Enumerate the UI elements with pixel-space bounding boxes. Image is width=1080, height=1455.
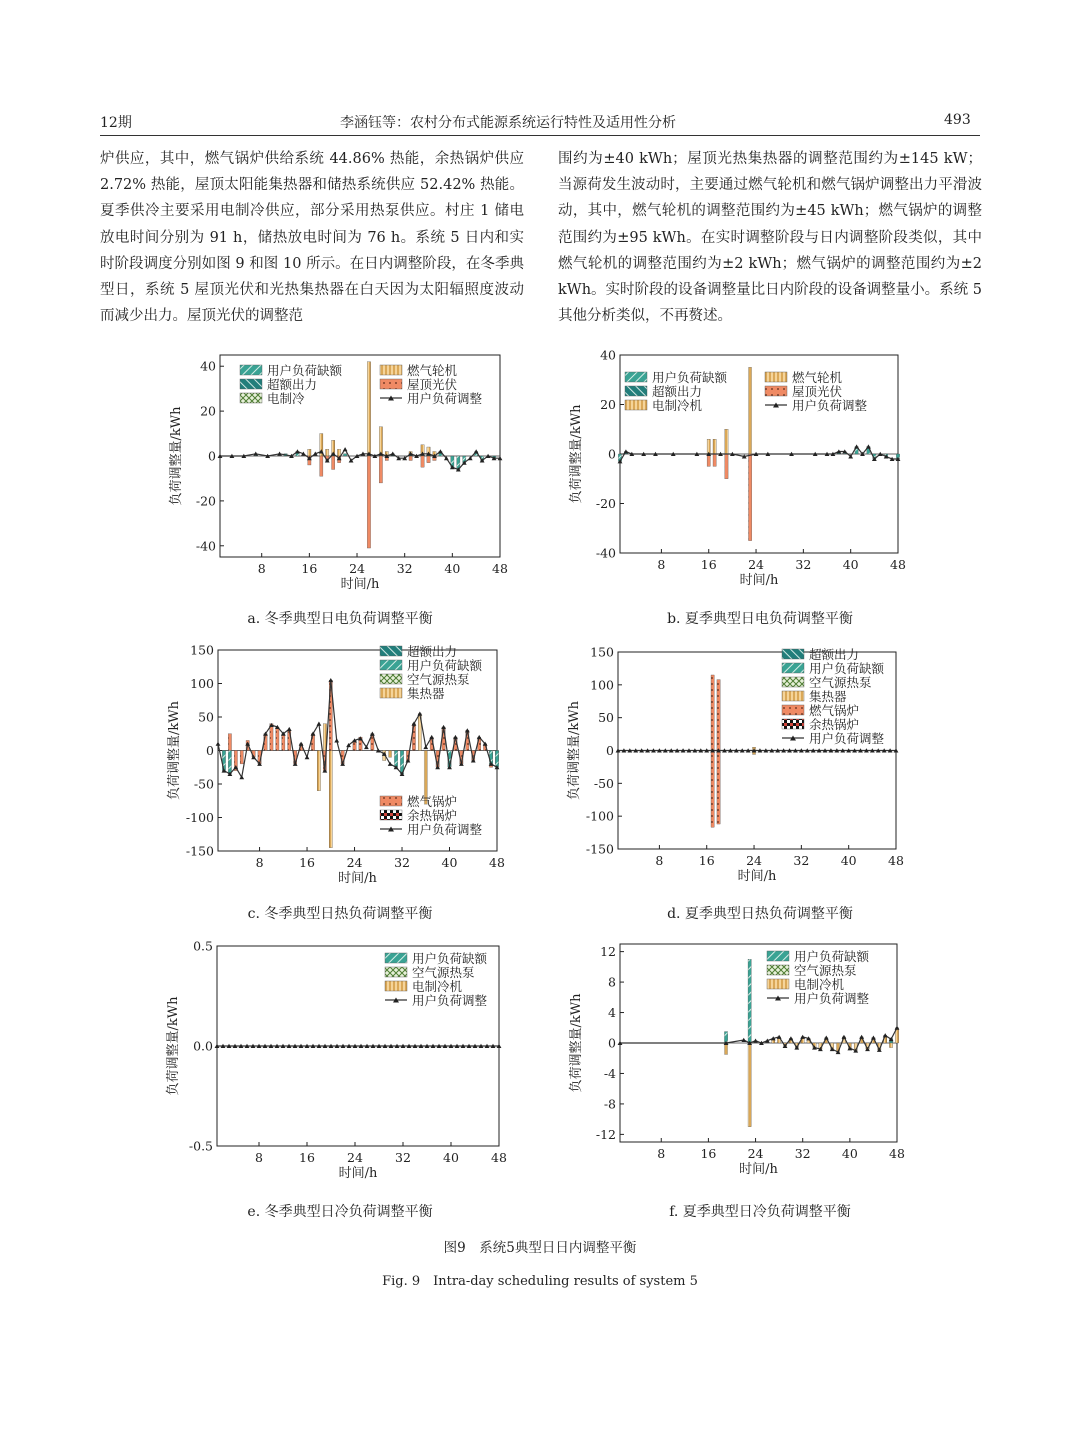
legend-swatch [380, 646, 402, 656]
legend-label: 超额出力 [267, 377, 318, 392]
legend-swatch [765, 372, 787, 382]
bar-用户负荷缺额 [343, 454, 346, 456]
line-point [287, 727, 292, 731]
bar-屋顶光伏 [421, 456, 424, 467]
legend-swatch [380, 674, 402, 684]
legend-label: 用户负荷调整 [407, 822, 483, 837]
legend-label: 用户负荷调整 [809, 731, 885, 746]
legend-label: 超额出力 [652, 384, 703, 399]
x-axis-label: 时间/h [737, 869, 777, 884]
legend-item [765, 384, 843, 399]
legend-item [380, 377, 458, 392]
bar-屋顶光伏 [320, 456, 323, 476]
line-point [423, 745, 428, 749]
header-issue: 12期 [100, 115, 132, 131]
legend-swatch [625, 372, 647, 382]
caption-c: c. 冬季典型日热负荷调整平衡 [247, 906, 433, 922]
legend-item [385, 965, 475, 980]
x-axis-label: 时间/h [739, 573, 779, 588]
legend-swatch [782, 705, 804, 715]
x-tick-label: 40 [443, 1150, 459, 1165]
legend-swatch [380, 688, 402, 698]
x-axis-label: 时间/h [739, 1162, 778, 1177]
x-tick-label: 16 [700, 1146, 717, 1161]
y-tick-label: 0 [608, 446, 616, 462]
legend-label: 集热器 [407, 686, 445, 701]
x-tick-label: 24 [347, 1150, 363, 1165]
y-tick-label: 150 [590, 644, 614, 660]
legend-label: 燃气轮机 [792, 370, 843, 385]
legend-swatch [240, 393, 262, 403]
legend-item [782, 647, 859, 662]
y-tick-label: -50 [193, 776, 214, 792]
bar-燃气锅炉 [717, 751, 720, 825]
legend-swatch [385, 981, 407, 991]
legend-item [782, 689, 847, 704]
x-tick-label: 24 [746, 853, 762, 868]
line-point [216, 742, 221, 746]
x-axis-label: 时间/h [338, 1166, 378, 1181]
legend-label: 燃气轮机 [407, 363, 458, 378]
x-tick-label: 16 [299, 1150, 315, 1165]
bar-燃气轮机 [707, 439, 710, 454]
bar-燃气轮机 [308, 449, 311, 456]
y-tick-label: -20 [595, 496, 616, 511]
x-tick-label: 8 [657, 557, 666, 572]
legend-label: 余热锅炉 [407, 808, 458, 823]
y-tick-label: -100 [585, 808, 614, 824]
line-point [305, 755, 310, 759]
y-tick-label: 0 [608, 1035, 616, 1051]
y-tick-label: 12 [600, 944, 616, 960]
bar-燃气轮机 [713, 439, 716, 454]
x-tick-label: 8 [657, 1146, 666, 1161]
caption-e: e. 冬季典型日冷负荷调整平衡 [247, 1204, 433, 1220]
y-tick-label: 100 [190, 676, 214, 691]
header-title: 李涵钰等：农村分布式能源系统运行特性及适用性分析 [340, 115, 676, 131]
legend-item [380, 794, 457, 809]
y-tick-label: 40 [200, 358, 216, 374]
legend-item [767, 991, 870, 1006]
y-tick-label: 8 [608, 974, 616, 990]
legend-label: 用户负荷调整 [407, 391, 483, 406]
y-tick-label: -4 [603, 1065, 616, 1081]
y-tick-label: 150 [190, 642, 214, 658]
legend-swatch [625, 400, 647, 410]
legend-label: 集热器 [809, 689, 847, 704]
y-axis-label: 负荷调整量/kWh [569, 993, 584, 1093]
legend-item [385, 979, 463, 994]
x-tick-label: 32 [395, 1150, 411, 1165]
legend-item [380, 822, 483, 837]
y-tick-label: 4 [608, 1005, 616, 1021]
bar-集热器 [389, 751, 392, 758]
legend-label: 用户负荷调整 [412, 993, 488, 1008]
x-axis-label: 时间/h [338, 871, 377, 886]
y-tick-label: -40 [595, 545, 616, 561]
chart-b [565, 347, 930, 595]
legend-label: 用户负荷缺额 [407, 658, 483, 673]
paragraph-left: 炉供应，其中，燃气锅炉供给系统 44.86% 热能，余热锅炉供应 2.72% 热能，屋顶太阳能集热器和储热系统供应 52.42% 热能。夏季供冷主要采用电制冷供应，部分采用热泵供应。村庄 1 储电放电时间分别为 91 h，储热放电时间为 76 h。系统 5 日内和实时阶段调度分别如图 9 和图 10 所示。在日内调整阶段，在冬季典型日，系统 5 屋顶光伏和光热集热器在白天因为太阳辐照度波动而减少出力。屋顶光伏的调整范 [100, 151, 524, 325]
legend-item [385, 993, 488, 1008]
line-point [388, 762, 393, 766]
x-tick-label: 32 [794, 1146, 811, 1161]
y-tick-label: 0 [206, 743, 214, 758]
legend-label: 燃气锅炉 [407, 794, 458, 809]
legend-swatch [240, 365, 262, 375]
legend-swatch [380, 365, 402, 375]
legend-item [240, 391, 305, 406]
bar-电制冷机 [748, 1043, 751, 1127]
bar-燃气轮机 [338, 449, 341, 456]
line-point [753, 1039, 758, 1043]
legend-label: 电制冷机 [652, 398, 703, 413]
figure-caption-cn: 图9 系统5典型日日内调整平衡 [443, 1240, 637, 1256]
legend-item [240, 377, 317, 392]
y-tick-label: 50 [198, 709, 214, 725]
legend-swatch [782, 649, 804, 659]
legend-item [782, 717, 859, 732]
y-axis-label: 负荷调整量/kWh [166, 996, 181, 1096]
y-tick-label: 0 [208, 448, 216, 464]
legend-item [380, 363, 458, 378]
bar-屋顶光伏 [725, 454, 728, 479]
legend-swatch [782, 691, 804, 701]
legend-item [380, 658, 483, 673]
chart-c [165, 642, 530, 890]
bar-屋顶光伏 [427, 456, 430, 463]
bar-燃气轮机 [367, 362, 370, 456]
legend-swatch [380, 796, 402, 806]
y-tick-label: 40 [600, 347, 616, 363]
legend-label: 空气源热泵 [407, 672, 470, 687]
legend-item [380, 644, 457, 659]
legend-swatch [380, 379, 402, 389]
x-tick-label: 32 [394, 855, 410, 870]
y-tick-label: -8 [603, 1096, 616, 1112]
x-tick-label: 24 [748, 557, 764, 572]
legend-label: 电制冷机 [794, 977, 845, 992]
bar-电制冷机 [889, 1043, 892, 1048]
x-tick-label: 16 [301, 561, 318, 576]
legend-label: 屋顶光伏 [792, 384, 843, 399]
line-point [334, 738, 339, 742]
y-tick-label: -100 [185, 810, 214, 825]
x-tick-label: 48 [489, 855, 505, 870]
legend-swatch [625, 386, 647, 396]
x-tick-label: 40 [842, 557, 859, 572]
chart-a [165, 350, 530, 595]
legend-item [625, 370, 728, 385]
x-tick-label: 16 [299, 855, 315, 870]
x-tick-label: 32 [396, 561, 413, 576]
x-tick-label: 24 [747, 1146, 764, 1161]
legend-swatch [380, 810, 402, 820]
bar-屋顶光伏 [713, 454, 716, 466]
legend-label: 用户负荷调整 [792, 398, 868, 413]
bar-燃气锅炉 [711, 675, 714, 751]
legend-item [380, 808, 457, 823]
bar-屋顶光伏 [749, 454, 752, 541]
legend-label: 屋顶光伏 [407, 377, 458, 392]
y-tick-label: 0 [606, 743, 614, 758]
legend-label: 燃气锅炉 [809, 703, 860, 718]
legend-label: 空气源热泵 [412, 965, 475, 980]
y-tick-label: 100 [590, 677, 614, 693]
y-axis-label: 负荷调整量/kWh [567, 701, 582, 800]
x-axis-label: 时间/h [340, 577, 380, 592]
legend-item [385, 951, 488, 966]
bar-燃气锅炉 [711, 751, 714, 828]
legend-label: 用户负荷调整 [794, 991, 870, 1006]
x-tick-label: 32 [795, 557, 812, 572]
legend-item [782, 675, 872, 690]
legend-item [782, 703, 859, 718]
x-tick-label: 48 [890, 557, 906, 572]
header-rule [100, 135, 980, 136]
caption-f: f. 夏季典型日冷负荷调整平衡 [669, 1204, 851, 1220]
x-tick-label: 8 [255, 1150, 263, 1165]
y-axis-label: 负荷调整量/kWh [569, 404, 584, 504]
bar-屋顶光伏 [367, 456, 370, 548]
legend-item [767, 963, 857, 978]
x-tick-label: 16 [698, 853, 715, 868]
bar-屋顶光伏 [379, 456, 382, 483]
legend-swatch [782, 663, 804, 673]
x-tick-label: 24 [349, 561, 365, 576]
y-tick-label: -50 [593, 775, 614, 791]
bar-用户负荷缺额 [495, 751, 498, 768]
chart-e [165, 940, 530, 1185]
y-tick-label: 0.5 [193, 938, 213, 954]
x-tick-label: 40 [441, 855, 458, 870]
legend-label: 用户负荷缺额 [652, 370, 728, 385]
line-point [239, 775, 244, 779]
legend-label: 电制冷 [267, 391, 305, 406]
legend-label: 余热锅炉 [809, 717, 860, 732]
legend-label: 电制冷机 [412, 979, 463, 994]
body-text-left [100, 146, 524, 329]
figure-caption-en: Fig. 9 Intra-day scheduling results of system 5 [382, 1274, 698, 1289]
y-axis-label: 负荷调整量/kWh [167, 701, 182, 800]
x-tick-label: 48 [889, 1146, 905, 1161]
legend-label: 用户负荷缺额 [809, 661, 885, 676]
bar-燃气锅炉 [240, 751, 243, 764]
paragraph-right: 围约为±40 kWh；屋顶光热集热器的调整范围约为±145 kW；当源荷发生波动时，主要通过燃气轮机和燃气锅炉调整出力平滑波动，其中，燃气轮机的调整范围约为±45 kWh；燃气锅炉的调整范围约为±95 kWh。在实时调整阶段与日内调整阶段类似，其中燃气轮机的调整范围约为±2 kWh；燃气锅炉的调整范围约为±2 kWh。实时阶段的设备调整量比日内阶段的设备调整量小。系统 5 其他分析类似，不再赘述。 [558, 151, 982, 325]
x-tick-label: 24 [346, 855, 363, 870]
legend-label: 空气源热泵 [809, 675, 872, 690]
x-tick-label: 48 [491, 1150, 507, 1165]
legend-swatch [380, 660, 402, 670]
bar-集热器 [329, 751, 332, 848]
y-tick-label: -40 [195, 538, 216, 554]
bar-屋顶光伏 [332, 456, 335, 469]
chart-d [565, 645, 930, 890]
legend-label: 超额出力 [407, 644, 458, 659]
legend-item [380, 672, 470, 687]
legend-swatch [782, 719, 804, 729]
legend-item [782, 661, 885, 676]
bar-燃气锅炉 [282, 734, 285, 751]
legend-label: 超额出力 [809, 647, 860, 662]
legend-item [625, 398, 703, 413]
chart-f [565, 940, 930, 1185]
bar-用户负荷缺额 [228, 751, 231, 774]
x-tick-label: 16 [700, 557, 717, 572]
x-tick-label: 48 [888, 853, 904, 868]
legend-item [767, 977, 845, 992]
y-tick-label: 0.0 [193, 1038, 213, 1054]
header-page: 493 [944, 112, 971, 128]
caption-b: b. 夏季典型日电负荷调整平衡 [667, 611, 853, 627]
bar-燃气锅炉 [717, 680, 720, 751]
legend-swatch [767, 965, 789, 975]
legend-item [782, 731, 885, 746]
bar-屋顶光伏 [409, 456, 412, 460]
legend-swatch [240, 379, 262, 389]
x-tick-label: 48 [492, 561, 508, 576]
legend-item [380, 391, 483, 406]
bar-燃气轮机 [749, 367, 752, 454]
y-tick-label: -150 [185, 843, 214, 859]
legend-item [765, 370, 843, 385]
legend-item [625, 384, 702, 399]
x-tick-label: 40 [444, 561, 461, 576]
legend-swatch [767, 951, 789, 961]
legend-swatch [385, 967, 407, 977]
y-tick-label: -0.5 [188, 1138, 213, 1154]
legend-swatch [765, 386, 787, 396]
y-tick-label: -150 [585, 841, 614, 857]
legend-label: 空气源热泵 [794, 963, 857, 978]
y-tick-label: 50 [598, 710, 614, 726]
legend-swatch [385, 953, 407, 963]
caption-a: a. 冬季典型日电负荷调整平衡 [247, 611, 433, 627]
bar-用户负荷缺额 [748, 959, 751, 1043]
x-tick-label: 8 [655, 853, 664, 868]
x-tick-label: 40 [840, 853, 857, 868]
x-tick-label: 40 [841, 1146, 858, 1161]
legend-item [765, 398, 868, 413]
bar-燃气锅炉 [228, 734, 231, 751]
bar-燃气锅炉 [276, 727, 279, 750]
bar-燃气锅炉 [270, 724, 273, 751]
body-text-right [558, 146, 982, 329]
legend-item [767, 949, 870, 964]
x-tick-label: 8 [255, 855, 264, 870]
x-tick-label: 8 [257, 561, 266, 576]
y-tick-label: -12 [595, 1126, 616, 1142]
line-point [317, 722, 322, 726]
legend-label: 用户负荷缺额 [412, 951, 488, 966]
bar-集热器 [317, 751, 320, 791]
bar-燃气轮机 [326, 449, 329, 456]
line-point [343, 447, 348, 451]
bar-燃气轮机 [725, 429, 728, 454]
legend-swatch [767, 979, 789, 989]
legend-item [240, 363, 343, 378]
y-tick-label: 20 [600, 397, 616, 412]
x-tick-label: 32 [793, 853, 810, 868]
caption-d: d. 夏季典型日热负荷调整平衡 [667, 906, 853, 922]
legend-swatch [782, 677, 804, 687]
bar-用户负荷缺额 [394, 751, 397, 768]
y-axis-label: 负荷调整量/kWh [169, 406, 184, 506]
y-tick-label: -20 [195, 493, 216, 509]
y-tick-label: 20 [200, 403, 216, 419]
legend-label: 用户负荷缺额 [267, 363, 343, 378]
legend-label: 用户负荷缺额 [794, 949, 870, 964]
legend-item [380, 686, 445, 701]
